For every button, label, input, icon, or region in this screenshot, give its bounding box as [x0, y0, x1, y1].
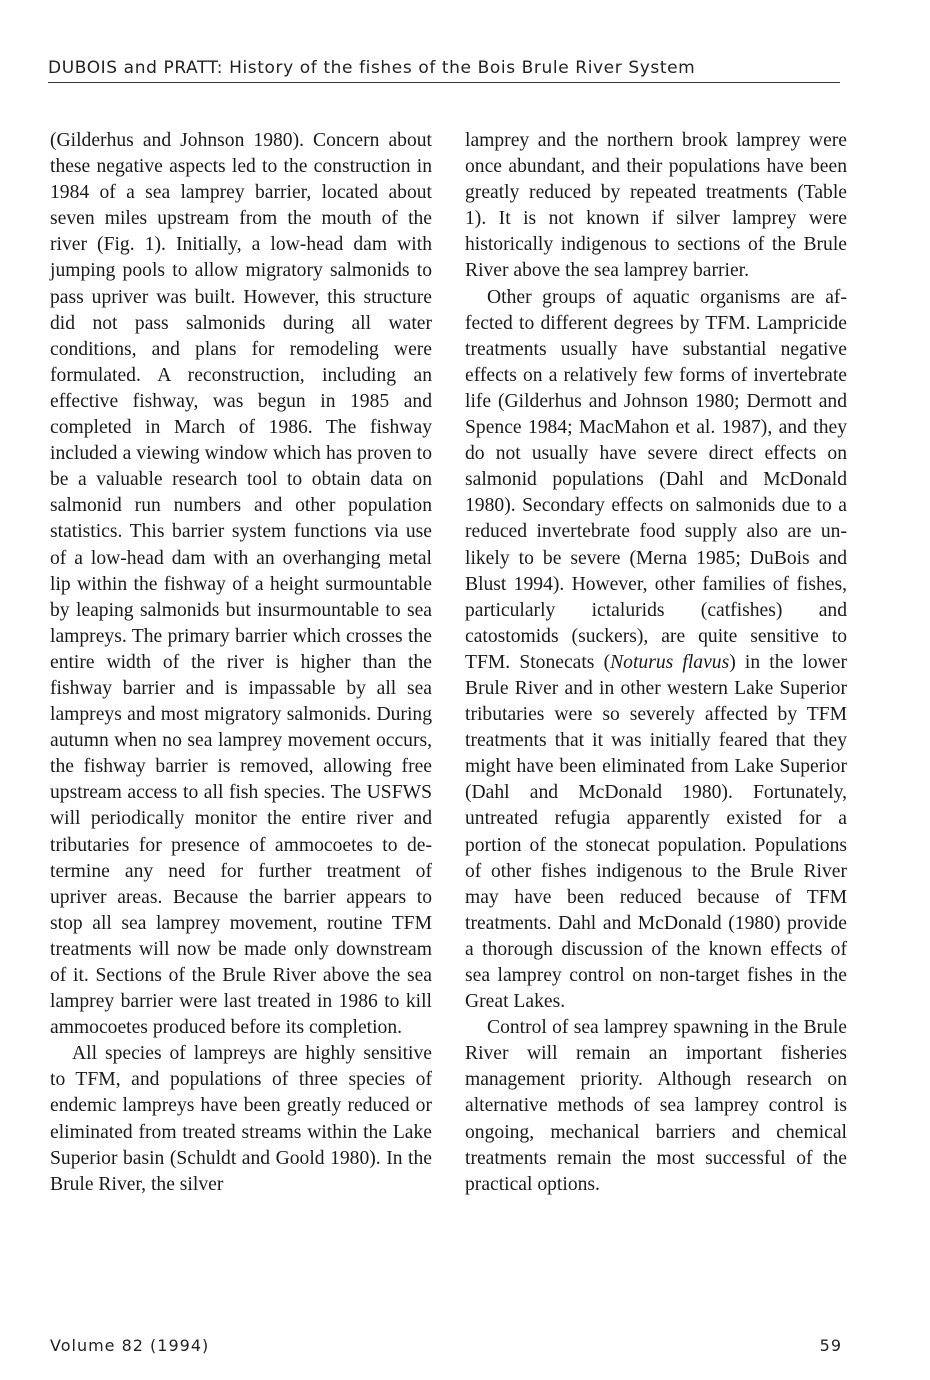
right-column [465, 128, 847, 1198]
paragraph-left-2: All species of lampreys are highly sensitive to TFM, and populations of three species of endemic lampreys have been greatly reduced or eliminated from treated streams within the Lake Superior basin (Schuldt and Goold 1980). In the Brule River, the silver [50, 1043, 432, 1195]
paragraph-right-2-part-b: ) in the lower Brule River and in other western Lake Superior tributaries were so severely affected by TFM treatments that it was initially feared that they might have been eliminated from Lake Superior (Dahl and McDonald 1980). Fortunately, untreated refugia apparently existed for a portion of the stonecat population. Populations of other fishes indigenous to the Brule River may have been reduced because of TFM treatments. Dahl and McDonald (1980) provide a thorough discussion of the known effects of sea lamprey control on non-target fishes in the Great Lakes. [465, 651, 847, 1013]
header-rule [48, 82, 840, 83]
volume-footer: Volume 82 (1994) [50, 1336, 210, 1355]
left-column [50, 128, 432, 1198]
paragraph-right-3: Control of sea lamprey spawning in the Brule River will remain an important fisheries management priority. Although research on alternative methods of sea lamprey control is ongoing, mechanical barriers and chemical treatments remain the most successful of the practical options. [465, 1017, 847, 1195]
species-name-noturus-flavus: Noturus flavus [610, 651, 730, 673]
paragraph-right-1: lamprey and the northern brook lamprey were once abundant, and their populations have been greatly reduced by repeated treatments (Table 1). It is not known if silver lamprey were historically indigenous to sections of the Brule River above the sea lamprey barrier. [465, 130, 847, 282]
paragraph-right-2-part-a: Other groups of aquatic organisms are affected to different degrees by TFM. Lampricide treatments usually have substantial negative effects on a relatively few forms of invertebrate life (Gilderhus and Johnson 1980; Dermott and Spence 1984; MacMahon et al. 1987), and they do not usually have severe direct effects on salmonid populations (Dahl and McDonald 1980). Secondary effects on salmonids due to a reduced invertebrate food supply also are unlikely to be severe (Merna 1985; DuBois and Blust 1994). However, other families of fishes, particularly ictalurids (catfishes) and catostomids (suckers), are quite sensitive to TFM. Stonecats ( [465, 286, 847, 673]
paragraph-right-2 [465, 285, 847, 1016]
paragraph-left-1: (Gilderhus and Johnson 1980). Concern about these negative aspects led to the construction in 1984 of a sea lamprey barrier, located about seven miles upstream from the mouth of the river (Fig. 1). Initially, a low-head dam with jumping pools to allow migratory salmonids to pass upriver was built. However, this structure did not pass salmonids during all water conditions, and plans for remodeling were formulated. A reconstruction, including an effective fishway, was begun in 1985 and completed in March of 1986. The fishway included a viewing window which has proven to be a valuable research tool to obtain data on salmonid run numbers and other population statistics. This barrier system functions via use of a low-head dam with an overhanging metal lip within the fishway of a height surmountable by leaping salmonids but insurmountable to sea lampreys. The primary barrier which crosses the entire width of the river is higher than the fishway barrier and is impassable by all sea lampreys and most migratory salmonids. During autumn when no sea lamprey movement occurs, the fishway barrier is removed, allowing free upstream access to all fish species. The USFWS will periodically monitor the entire river and tributaries for presence of ammocoetes to determine any need for further treatment of upriver areas. Because the barrier appears to stop all sea lamprey movement, routine TFM treatments will now be made only downstream of it. Sections of the Brule River above the sea lamprey barrier were last treated in 1986 to kill ammocoetes produced before its completion. [50, 130, 432, 1039]
running-head: DUBOIS and PRATT: History of the fishes of the Bois Brule River System [48, 58, 696, 78]
page-number: 59 [819, 1336, 842, 1355]
